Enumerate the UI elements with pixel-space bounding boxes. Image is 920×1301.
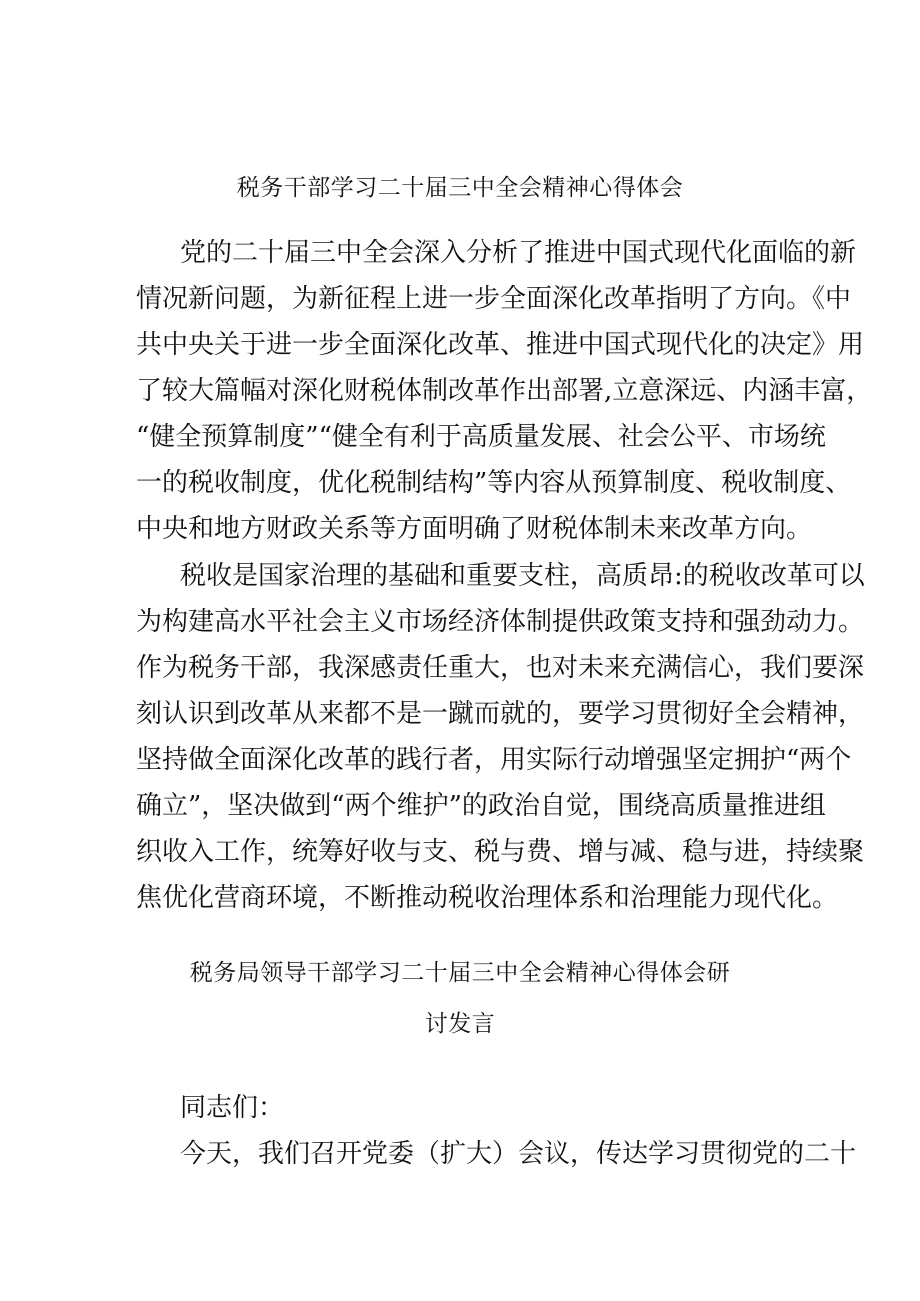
document-title-2-line-1: 税务局领导干部学习二十届三中全会精神心得体会研: [189, 960, 731, 986]
paragraph-2-line: 确立”，坚决做到“两个维护”的政治自觉，围绕高质量推进组: [136, 791, 826, 821]
paragraph-2-line: 为构建高水平社会主义市场经济体制提供政策支持和强劲动力。: [136, 607, 865, 637]
paragraph-1-line: 中央和地方财政关系等方面明确了财税体制未来改革方向。: [136, 514, 813, 544]
paragraph-3-line: 今天，我们召开党委（扩大）会议，传达学习贯彻党的二十: [180, 1139, 857, 1169]
paragraph-1-line: 共中央关于进一步全面深化改革、推进中国式现代化的决定》用: [136, 330, 865, 360]
paragraph-2-line: 坚持做全面深化改革的践行者，用实际行动增强坚定拥护“两个: [136, 745, 852, 775]
paragraph-1-line: 党的二十届三中全会深入分析了推进中国式现代化面临的新: [180, 238, 857, 268]
paragraph-2-line: 织收入工作，统筹好收与支、税与费、增与减、稳与进，持续聚: [136, 837, 865, 867]
paragraph-2-line: 作为税务干部，我深感责任重大，也对未来充满信心，我们要深: [136, 653, 865, 683]
paragraph-1-line: 一的税收制度，优化税制结构”等内容从预算制度、税收制度、: [136, 468, 852, 498]
paragraph-1-line: 了较大篇幅对深化财税体制改革作出部署,立意深远、内涵丰富，: [136, 376, 873, 406]
document-title-1: 税务干部学习二十届三中全会精神心得体会: [236, 175, 684, 201]
document-title-2-line-2: 讨发言: [424, 1011, 496, 1037]
paragraph-2-line: 焦优化营商环境，不断推动税收治理体系和治理能力现代化。: [136, 883, 839, 913]
paragraph-1-line: 情况新问题，为新征程上进一步全面深化改革指明了方向。《中: [136, 284, 852, 314]
paragraph-2-line: 税收是国家治理的基础和重要支柱，高质昂:的税收改革可以: [180, 561, 865, 591]
paragraph-2-line: 刻认识到改革从来都不是一蹴而就的，要学习贯彻好全会精神，: [136, 699, 865, 729]
paragraph-1-line: “健全预算制度”“健全有利于高质量发展、社会公平、市场统: [136, 422, 826, 452]
salutation: 同志们：: [180, 1093, 285, 1123]
